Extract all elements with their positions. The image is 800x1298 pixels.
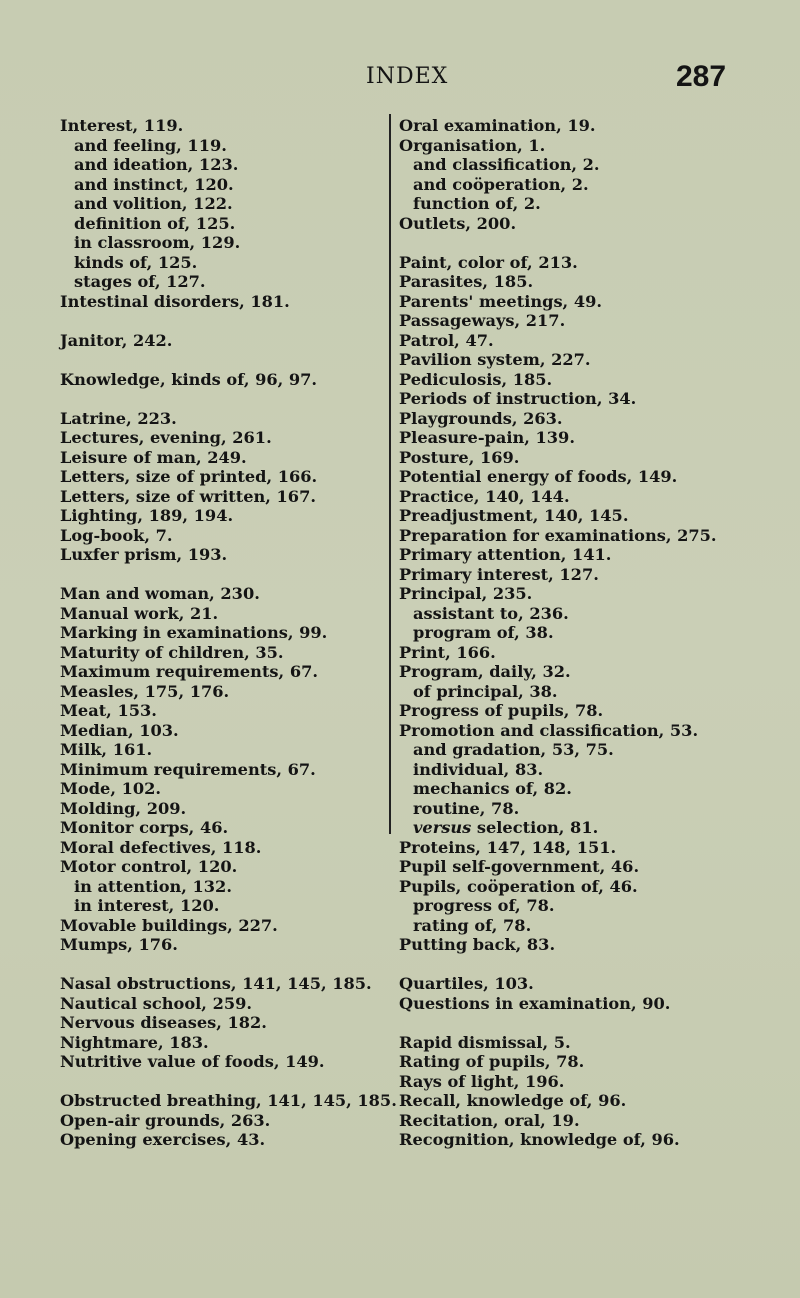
index-subentry: progress of, 78. <box>413 896 555 915</box>
index-subentry: and volition, 122. <box>74 194 233 213</box>
index-entry: Pupil self-government, 46. <box>399 857 640 876</box>
entry-text: selection, 81. <box>476 818 599 837</box>
index-subentry: individual, 83. <box>413 759 544 779</box>
index-entry: Nautical school, 259. <box>60 993 252 1013</box>
index-subentry: and feeling, 119. <box>74 135 227 155</box>
entry-gap <box>399 233 779 253</box>
page-header <box>0 60 800 96</box>
entry-gap <box>399 955 779 975</box>
index-entry: Proteins, 147, 148, 151. <box>399 837 617 857</box>
index-entry: Knowledge, kinds of, 96, 97. <box>60 369 318 389</box>
index-entry: Periods of instruction, 34. <box>399 389 637 408</box>
index-subentry: assistant to, 236. <box>413 603 569 623</box>
index-entry: Recognition, knowledge of, 96. <box>399 1130 680 1149</box>
index-entry: Patrol, 47. <box>399 330 494 350</box>
index-entry: Interest, 119. <box>60 116 184 135</box>
index-subentry: in classroom, 129. <box>74 233 241 252</box>
index-entry: Recall, knowledge of, 96. <box>399 1091 627 1110</box>
index-entry: Letters, size of written, 167. <box>60 486 316 506</box>
index-entry: Open-air grounds, 263. <box>60 1110 271 1130</box>
index-entry: Lectures, evening, 261. <box>60 428 272 447</box>
index-entry: Meat, 153. <box>60 701 157 720</box>
index-subentry: in interest, 120. <box>74 896 220 915</box>
index-entry: Motor control, 120. <box>60 857 238 876</box>
index-entry: Parasites, 185. <box>399 272 534 291</box>
index-entry: Molding, 209. <box>60 798 187 818</box>
entry-gap <box>60 311 390 331</box>
index-subentry: function of, 2. <box>413 194 541 213</box>
index-entry: Rays of light, 196. <box>399 1071 565 1091</box>
index-entry: Print, 166. <box>399 642 496 662</box>
index-subentry <box>399 818 779 838</box>
index-entry: Measles, 175, 176. <box>60 681 230 701</box>
index-entry: Primary attention, 141. <box>399 545 612 564</box>
index-entry: Monitor corps, 46. <box>60 818 229 837</box>
index-subentry: and coöperation, 2. <box>413 174 589 194</box>
page-number: 287 <box>676 60 727 93</box>
index-entry: Pediculosis, 185. <box>399 369 553 389</box>
index-entry: Putting back, 83. <box>399 935 556 954</box>
index-entry: Pleasure-pain, 139. <box>399 428 575 447</box>
index-entry: Leisure of man, 249. <box>60 447 247 467</box>
index-entry: Log-book, 7. <box>60 525 173 545</box>
index-entry: Nervous diseases, 182. <box>60 1013 267 1032</box>
index-entry: Janitor, 242. <box>60 330 173 350</box>
index-entry: Playgrounds, 263. <box>399 408 563 428</box>
index-entry: Median, 103. <box>60 720 179 740</box>
entry-gap <box>60 389 390 409</box>
index-subentry: of principal, 38. <box>413 681 558 701</box>
index-entry: Mumps, 176. <box>60 935 178 954</box>
index-entry: Oral examination, 19. <box>399 116 596 135</box>
index-column-left <box>60 116 397 1150</box>
index-entry: Milk, 161. <box>60 740 153 759</box>
index-entry: Marking in examinations, 99. <box>60 623 328 642</box>
index-entry: Manual work, 21. <box>60 603 219 623</box>
entry-gap <box>60 955 390 975</box>
index-subentry: program of, 38. <box>413 623 554 642</box>
index-entry: Luxfer prism, 193. <box>60 545 228 564</box>
index-entry: Pupils, coöperation of, 46. <box>399 876 638 896</box>
index-entry: Passageways, 217. <box>399 311 566 330</box>
entry-gap <box>60 1072 390 1092</box>
index-subentry: stages of, 127. <box>74 272 206 291</box>
index-entry: Posture, 169. <box>399 447 520 467</box>
index-subentry: and gradation, 53, 75. <box>413 740 614 759</box>
index-entry: Primary interest, 127. <box>399 564 599 584</box>
column-divider <box>389 114 391 834</box>
index-entry: Quartiles, 103. <box>399 974 534 993</box>
index-subentry: mechanics of, 82. <box>413 779 572 798</box>
index-entry: Nightmare, 183. <box>60 1032 209 1052</box>
running-title: INDEX <box>366 64 449 89</box>
index-subentry: routine, 78. <box>413 798 520 818</box>
index-entry: Nasal obstructions, 141, 145, 185. <box>60 974 372 993</box>
entry-gap <box>60 565 390 585</box>
italic-prefix: versus <box>413 818 472 837</box>
index-entry: Movable buildings, 227. <box>60 915 278 935</box>
index-subentry: kinds of, 125. <box>74 252 198 272</box>
index-entry: Potential energy of foods, 149. <box>399 467 678 486</box>
index-entry: Intestinal disorders, 181. <box>60 291 290 311</box>
index-column-right <box>399 116 779 1150</box>
index-entry: Preparation for examinations, 275. <box>399 525 717 545</box>
index-entry: Parents' meetings, 49. <box>399 291 602 311</box>
index-subentry: and classification, 2. <box>413 155 600 174</box>
entry-gap <box>399 1013 779 1033</box>
index-entry: Program, daily, 32. <box>399 662 571 681</box>
index-entry: Questions in examination, 90. <box>399 993 671 1013</box>
index-entry: Paint, color of, 213. <box>399 252 578 272</box>
index-entry: Pavilion system, 227. <box>399 350 591 369</box>
index-entry: Minimum requirements, 67. <box>60 759 316 779</box>
index-entry: Mode, 102. <box>60 779 162 798</box>
index-entry: Principal, 235. <box>399 584 533 603</box>
index-entry: Opening exercises, 43. <box>60 1130 266 1149</box>
index-subentry: and ideation, 123. <box>74 155 239 174</box>
index-entry: Obstructed breathing, 141, 145, 185. <box>60 1091 397 1110</box>
index-entry: Progress of pupils, 78. <box>399 701 604 720</box>
index-entry: Moral defectives, 118. <box>60 837 262 857</box>
index-entry: Preadjustment, 140, 145. <box>399 506 629 525</box>
index-entry: Nutritive value of foods, 149. <box>60 1052 325 1071</box>
index-entry: Rating of pupils, 78. <box>399 1052 585 1071</box>
index-entry: Outlets, 200. <box>399 213 517 233</box>
index-entry: Letters, size of printed, 166. <box>60 467 318 486</box>
index-entry: Maturity of children, 35. <box>60 642 284 662</box>
index-entry: Organisation, 1. <box>399 135 546 155</box>
index-subentry: rating of, 78. <box>413 915 532 935</box>
index-entry: Maximum requirements, 67. <box>60 662 318 681</box>
index-subentry: definition of, 125. <box>74 213 236 233</box>
index-entry: Rapid dismissal, 5. <box>399 1032 571 1052</box>
index-entry: Practice, 140, 144. <box>399 486 570 506</box>
entry-gap <box>60 350 390 370</box>
index-entry: Man and woman, 230. <box>60 584 260 603</box>
index-subentry: and instinct, 120. <box>74 174 234 194</box>
index-subentry: in attention, 132. <box>74 876 232 896</box>
index-entry: Recitation, oral, 19. <box>399 1110 580 1130</box>
index-entry: Promotion and classification, 53. <box>399 720 699 740</box>
index-entry: Latrine, 223. <box>60 408 177 428</box>
index-entry: Lighting, 189, 194. <box>60 506 234 525</box>
